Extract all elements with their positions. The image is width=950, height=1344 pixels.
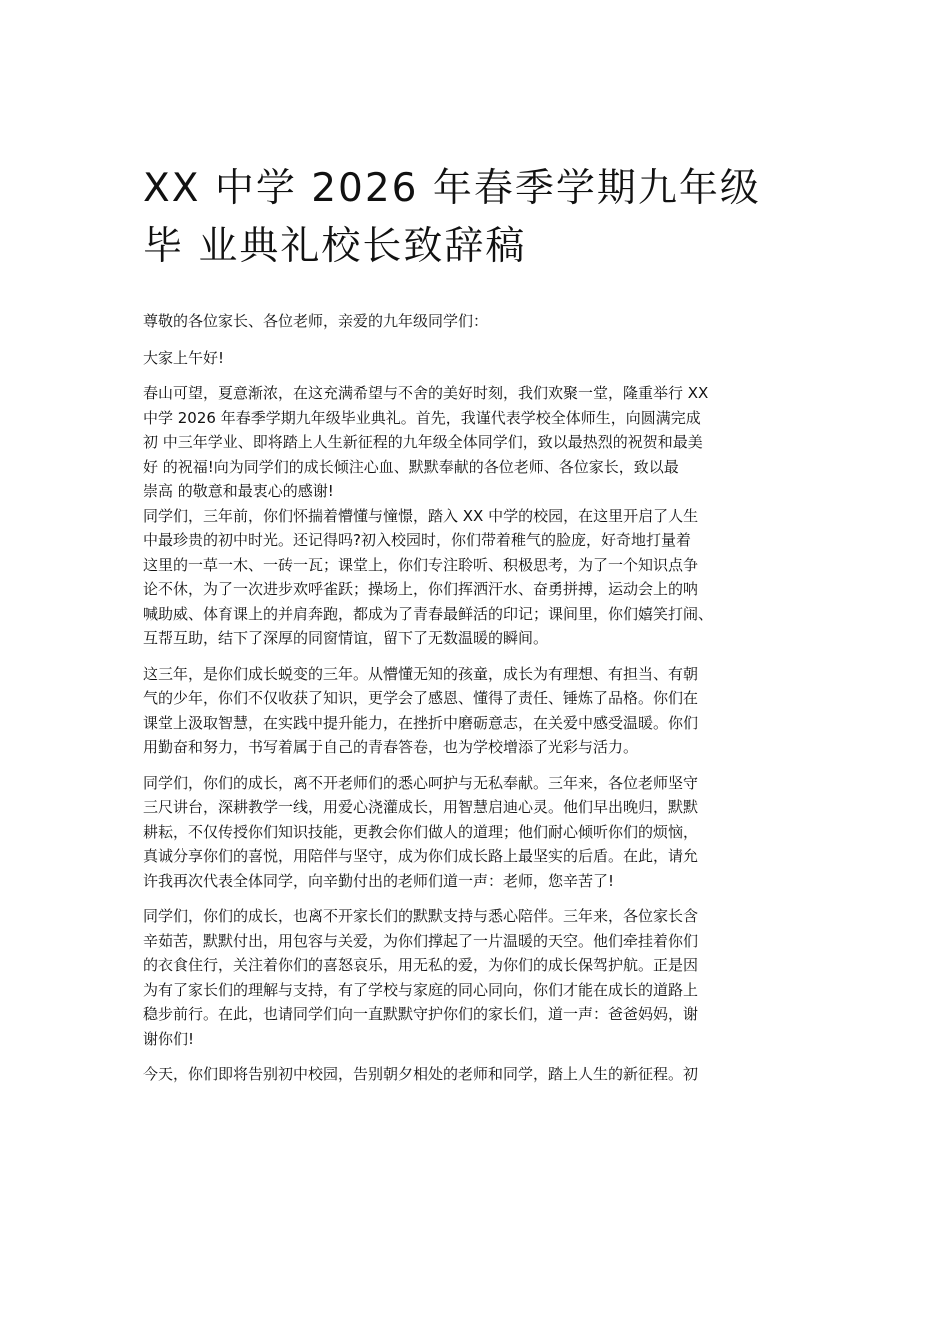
title-line: XX 中学 2026 年春季学期九年级 xyxy=(143,166,761,211)
paragraph-line: 中最珍贵的初中时光。还记得吗?初入校园时，你们带着稚气的脸庞，好奇地打量着 xyxy=(143,531,691,549)
body-paragraph xyxy=(143,771,813,894)
paragraph-line: 春山可望，夏意渐浓，在这充满希望与不舍的美好时刻，我们欢聚一堂，隆重举行 XX xyxy=(143,384,709,402)
body-paragraph xyxy=(143,504,813,651)
paragraph-line: 的衣食住行，关注着你们的喜怒哀乐，用无私的爱，为你们的成长保驾护航。正是因 xyxy=(143,956,699,974)
paragraph-line: 气的少年，你们不仅收获了知识，更学会了感恩、懂得了责任、锤炼了品格。你们在 xyxy=(143,689,699,707)
paragraph-line: 论不休，为了一次进步欢呼雀跃；操场上，你们挥洒汗水、奋勇拼搏，运动会上的呐 xyxy=(143,580,699,598)
paragraph-line: 耕耘，不仅传授你们知识技能，更教会你们做人的道理；他们耐心倾听你们的烦恼， xyxy=(143,822,699,841)
paragraph-line: 许我再次代表全体同学，向辛勤付出的老师们道一声：老师，您辛苦了! xyxy=(143,871,615,890)
paragraph-line: 同学们，你们的成长，离不开老师们的悉心呵护与无私奉献。三年来，各位老师坚守 xyxy=(143,773,699,792)
paragraph-line: 互帮互助，结下了深厚的同窗情谊，留下了无数温暖的瞬间。 xyxy=(143,629,549,647)
paragraph-line: 崇高 的敬意和最衷心的感谢! xyxy=(143,482,334,500)
document-title xyxy=(143,160,823,276)
paragraph-line: 这三年，是你们成长蜕变的三年。从懵懂无知的孩童，成长为有理想、有担当、有朝 xyxy=(143,664,699,683)
paragraph-line: 这里的一草一木、一砖一瓦；课堂上，你们专注聆听、积极思考，为了一个知识点争 xyxy=(143,555,699,574)
salutation: 尊敬的各位家长、各位老师，亲爱的九年级同学们： xyxy=(143,312,489,330)
paragraph-line: 用勤奋和努力，书写着属于自己的青春答卷，也为学校增添了光彩与活力。 xyxy=(143,738,639,756)
paragraph-line: 中学 2026 年春季学期九年级毕业典礼。首先，我谨代表学校全体师生，向圆满完成 xyxy=(143,408,701,427)
paragraph-line: 辛茹苦，默默付出，用包容与关爱，为你们撑起了一片温暖的天空。他们牵挂着你们 xyxy=(143,931,699,950)
paragraph-line: 同学们，你们的成长，也离不开家长们的默默支持与悉心陪伴。三年来，各位家长含 xyxy=(143,907,699,925)
document-body xyxy=(143,309,813,1098)
paragraph-line: 三尺讲台，深耕教学一线，用爱心浇灌成长，用智慧启迪心灵。他们早出晚归，默默 xyxy=(143,798,699,816)
paragraph-line: 初 中三年学业、即将踏上人生新征程的九年级全体同学们，致以最热烈的祝贺和最美 xyxy=(143,433,703,451)
body-paragraph xyxy=(143,1062,813,1087)
paragraph-line: 谢你们! xyxy=(143,1029,195,1048)
paragraph-line: 喊助威、体育课上的并肩奔跑，都成为了青春最鲜活的印记；课间里，你们嬉笑打闹、 xyxy=(143,604,714,623)
paragraph-line: 好 的祝福!向为同学们的成长倾注心血、默默奉献的各位老师、各位家长，致以最 xyxy=(143,457,679,476)
paragraph-line: 稳步前行。在此，也请同学们向一直默默守护你们的家长们，道一声：爸爸妈妈，谢 xyxy=(143,1005,699,1023)
paragraph-list xyxy=(143,381,813,1087)
paragraph-line: 同学们，三年前，你们怀揣着懵懂与憧憬，踏入 XX 中学的校园，在这里开启了人生 xyxy=(143,506,699,525)
title-line: 毕 业典礼校长致辞稿 xyxy=(143,224,527,269)
paragraph-line: 真诚分享你们的喜悦，用陪伴与坚守，成为你们成长路上最坚实的后盾。在此，请允 xyxy=(143,847,699,865)
body-paragraph xyxy=(143,662,813,760)
body-paragraph xyxy=(143,904,813,1051)
paragraph-line: 为有了家长们的理解与支持，有了学校与家庭的同心同向，你们才能在成长的道路上 xyxy=(143,980,699,999)
paragraph-line: 课堂上汲取智慧，在实践中提升能力，在挫折中磨砺意志，在关爱中感受温暖。你们 xyxy=(143,713,699,732)
greeting: 大家上午好! xyxy=(143,348,225,367)
paragraph-line: 今天，你们即将告别初中校园，告别朝夕相处的老师和同学，踏上人生的新征程。初 xyxy=(143,1065,699,1083)
body-paragraph xyxy=(143,381,813,504)
